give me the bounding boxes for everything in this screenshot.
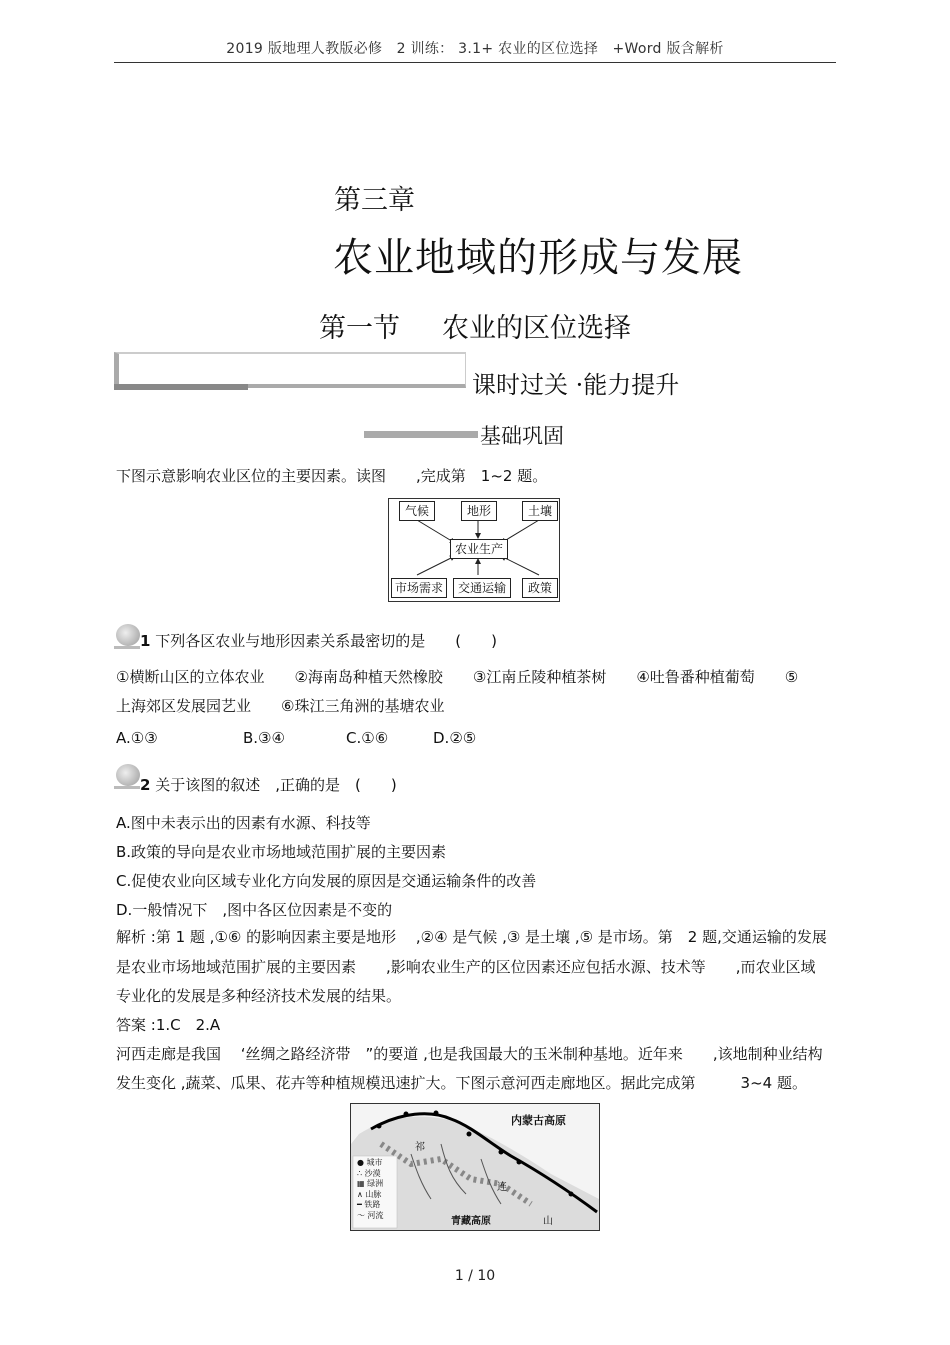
page-number: 1 / 10	[454, 1268, 496, 1284]
question-2-option-b: B.政策的导向是农业市场地域范围扩展的主要因素	[116, 843, 447, 861]
factor-market: 市场需求	[391, 578, 447, 598]
map-label-shan: 山	[543, 1216, 553, 1227]
question-1-choice-a: A.①③	[116, 729, 158, 747]
question-1-icon-base	[114, 646, 140, 649]
analysis-line-1: 解析 :第 1 题 ,①⑥ 的影响因素主要是地形 ,②④ 是气候 ,③ 是土壤 ,⑤ 是市场。第 2 题,交通运输的发展	[116, 928, 827, 946]
banner-heading: 课时过关 ·能力提升	[472, 371, 680, 399]
legend-railway: ━ 铁路	[357, 1200, 381, 1209]
legend-desert: ∴ 沙漠	[357, 1168, 381, 1178]
question-1-options-line-2: 上海郊区发展园艺业 ⑥珠江三角洲的基塘农业	[116, 697, 445, 715]
question-1-text: 下列各区农业与地形因素关系最密切的是 ( )	[155, 632, 497, 650]
map-legend	[357, 1158, 384, 1221]
factor-climate: 气候	[399, 501, 435, 521]
question-1-choice-d: D.②⑤	[433, 729, 477, 747]
intro-paragraph-1: 下图示意影响农业区位的主要因素。读图 ,完成第 1~2 题。	[116, 467, 548, 485]
factor-diagram	[388, 498, 560, 602]
map-label-qi: 祁	[415, 1142, 425, 1153]
question-1-options-line-1: ①横断山区的立体农业 ②海南岛种植天然橡胶 ③江南丘陵种植茶树 ④吐鲁番种植葡萄 ⑤	[116, 668, 799, 686]
factor-terrain: 地形	[461, 501, 497, 521]
banner-frame	[114, 352, 466, 388]
question-1-stem	[140, 627, 497, 655]
map-label-inner-mongolia: 内蒙古高原	[511, 1114, 566, 1127]
section-name: 农业的区位选择	[442, 313, 631, 344]
chapter-label: 第三章	[334, 185, 415, 216]
basic-bar	[364, 431, 478, 438]
question-2-icon	[116, 764, 140, 786]
banner-bar	[114, 384, 248, 390]
hexi-corridor-map	[350, 1103, 600, 1231]
question-2-text: 关于该图的叙述 ,正确的是 ( )	[155, 776, 397, 794]
basic-heading: 基础巩固	[480, 424, 564, 448]
question-2-option-d: D.一般情况下 ,图中各区位因素是不变的	[116, 901, 393, 919]
map-label-tibet-plateau: 青藏高原	[451, 1216, 491, 1227]
question-2-icon-base	[114, 786, 140, 789]
analysis-line-3: 专业化的发展是多种经济技术发展的结果。	[116, 987, 402, 1005]
analysis-line-2: 是农业市场地域范围扩展的主要因素 ,影响农业生产的区位因素还应包括水源、技术等 ,而农业区域	[116, 958, 816, 976]
header-divider	[114, 62, 836, 63]
question-2-stem	[140, 771, 397, 799]
question-2-option-c: C.促使农业向区域专业化方向发展的原因是交通运输条件的改善	[116, 872, 537, 890]
question-2-number: 2	[140, 776, 151, 794]
question-2-option-a: A.图中未表示出的因素有水源、科技等	[116, 814, 371, 832]
factor-agriculture-center: 农业生产	[450, 539, 508, 559]
section-title	[0, 306, 950, 345]
factor-soil: 土壤	[522, 501, 558, 521]
chapter-title: 农业地域的形成与发展	[333, 235, 743, 281]
legend-oasis: ▦ 绿洲	[357, 1179, 384, 1188]
question-1-choice-c: C.①⑥	[346, 729, 389, 747]
factor-policy: 政策	[522, 578, 558, 598]
question-1-icon	[116, 624, 140, 646]
map-label-lian: 连	[497, 1182, 507, 1193]
intro-paragraph-2-line-2: 发生变化 ,蔬菜、瓜果、花卉等种植规模迅速扩大。下图示意河西走廊地区。据此完成第 3~4 题。	[116, 1074, 807, 1092]
intro-paragraph-2-line-1: 河西走廊是我国 ‘丝绸之路经济带 ”的要道 ,也是我国最大的玉米制种基地。近年来 ,该地制种业结构	[116, 1045, 823, 1063]
section-number: 第一节	[319, 313, 400, 344]
legend-river: ～ 河流	[357, 1210, 384, 1220]
question-1-choice-b: B.③④	[243, 729, 285, 747]
page-header: 2019 版地理人教版必修 2 训练： 3.1+ 农业的区位选择 +Word 版含解析	[226, 41, 724, 57]
factor-transport: 交通运输	[453, 578, 511, 598]
legend-city: ● 城市	[357, 1158, 383, 1167]
legend-mountain: ∧ 山脉	[357, 1189, 382, 1199]
question-1-number: 1	[140, 632, 151, 650]
answer-line: 答案 :1.C 2.A	[116, 1016, 221, 1034]
